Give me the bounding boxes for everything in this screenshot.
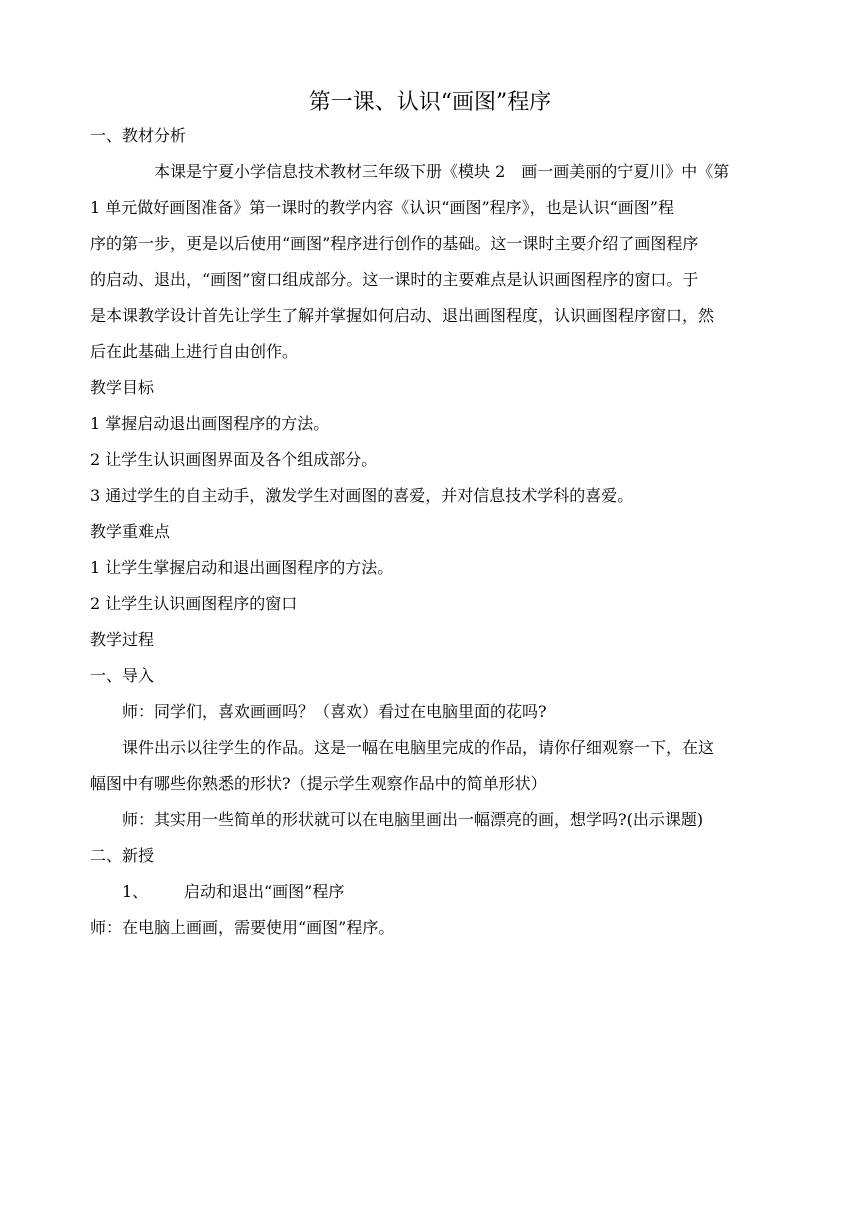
keypoints-heading: 教学重难点	[90, 522, 171, 541]
intro-line: 幅图中有哪些你熟悉的形状?（提示学生观察作品中的简单形状）	[90, 774, 547, 793]
process-heading: 教学过程	[90, 630, 155, 649]
analysis-line: 是本课教学设计首先让学生了解并掌握如何启动、退出画图程度，认识画图程序窗口，然	[90, 306, 715, 325]
intro-heading: 一、导入	[90, 666, 155, 685]
intro-line: 师：其实用一些简单的形状就可以在电脑里画出一幅漂亮的画，想学吗?(出示课题)	[122, 810, 704, 829]
intro-line: 师：同学们，喜欢画画吗？（喜欢）看过在电脑里面的花吗?	[122, 702, 547, 721]
step-item	[122, 880, 822, 904]
goal-item: 3 通过学生的自主动手，激发学生对画图的喜爱，并对信息技术学科的喜爱。	[90, 486, 634, 505]
final-line: 师：在电脑上画画，需要使用“画图”程序。	[90, 918, 395, 937]
goal-item: 2 让学生认识画图界面及各个组成部分。	[90, 450, 378, 469]
analysis-line: 后在此基础上进行自由创作。	[90, 342, 299, 361]
goal-item: 1 掌握启动退出画图程序的方法。	[90, 414, 330, 433]
analysis-line: 本课是宁夏小学信息技术教材三年级下册《模块 2 画一画美丽的宁夏川》中《第	[154, 162, 730, 181]
analysis-line: 1 单元做好画图准备》第一课时的教学内容《认识“画图”程序》，也是认识“画图”程	[90, 198, 674, 217]
step-text: 启动和退出“画图”程序	[184, 882, 345, 901]
keypoint-item: 2 让学生认识画图程序的窗口	[90, 594, 298, 613]
analysis-line: 的启动、退出，“画图”窗口组成部分。这一课时的主要难点是认识画图程序的窗口。于	[90, 270, 699, 289]
lesson-title: 第一课、认识“画图”程序	[308, 90, 552, 115]
goals-heading: 教学目标	[90, 378, 155, 397]
section-heading-analysis: 一、教材分析	[90, 126, 187, 145]
analysis-line: 序的第一步，更是以后使用“画图”程序进行创作的基础。这一课时主要介绍了画图程序	[90, 234, 699, 253]
new-lesson-heading: 二、新授	[90, 846, 155, 865]
keypoint-item: 1 让学生掌握启动和退出画图程序的方法。	[90, 558, 394, 577]
step-number: 1、	[122, 882, 149, 901]
intro-line: 课件出示以往学生的作品。这是一幅在电脑里完成的作品，请你仔细观察一下，在这	[122, 738, 715, 757]
